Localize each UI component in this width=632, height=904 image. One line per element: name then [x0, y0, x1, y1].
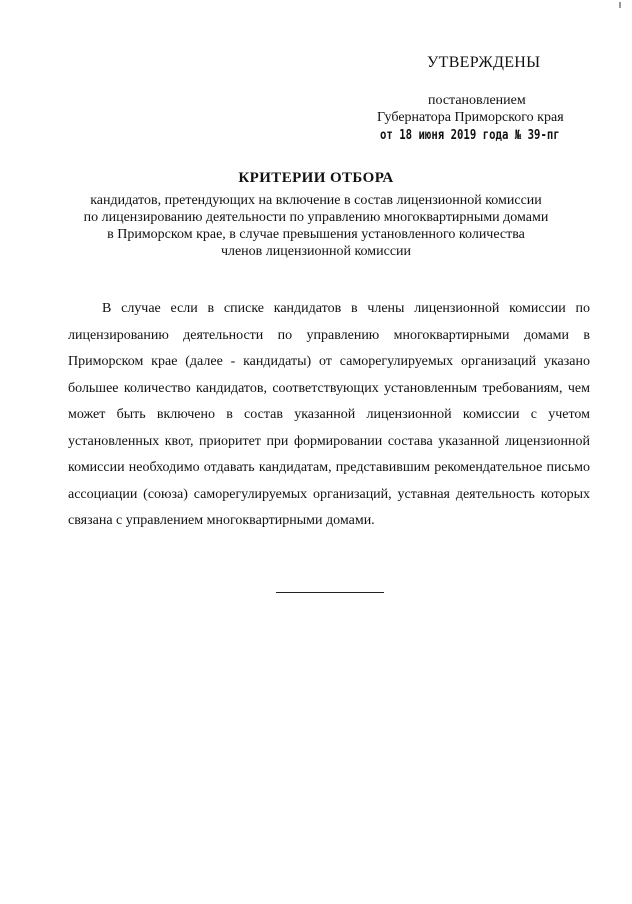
document-title: КРИТЕРИИ ОТБОРА	[238, 170, 394, 186]
scan-mark	[619, 2, 621, 8]
approval-heading: УТВЕРЖДЕНЫ	[427, 54, 541, 71]
closing-divider	[276, 592, 384, 593]
approval-date-stamp: от 18 июня 2019 года № 39-пг	[380, 128, 560, 143]
subtitle-line: по лицензированию деятельности по управлению многоквартирными домами	[83, 210, 549, 225]
approval-resolution: постановлением	[428, 93, 526, 108]
subtitle-line: кандидатов, претендующих на включение в состав лицензионной комиссии	[90, 193, 542, 208]
subtitle-line: в Приморском крае, в случае превышения установленного количества	[107, 227, 525, 242]
document-subtitle	[0, 192, 632, 260]
subtitle-line: членов лицензионной комиссии	[220, 244, 412, 259]
body-paragraph: В случае если в списке кандидатов в члены лицензионной комиссии по лицензированию деятельности по управлению многоквартирными домами в Приморском крае (далее - кандидаты) от саморегулируемых организаций указано большее количество кандидатов, соответствующих установленным требованиям, чем может быть включено в состав указанной лицензионной комиссии с учетом установленных квот, приоритет при формировании состава указанной лицензионной комиссии необходимо отдавать кандидатам, представившим рекомендательное письмо ассоциации (союза) саморегулируемых организаций, уставная деятельность которых связана с управлением многоквартирными домами.	[68, 301, 590, 528]
approval-governor: Губернатора Приморского края	[377, 110, 564, 125]
